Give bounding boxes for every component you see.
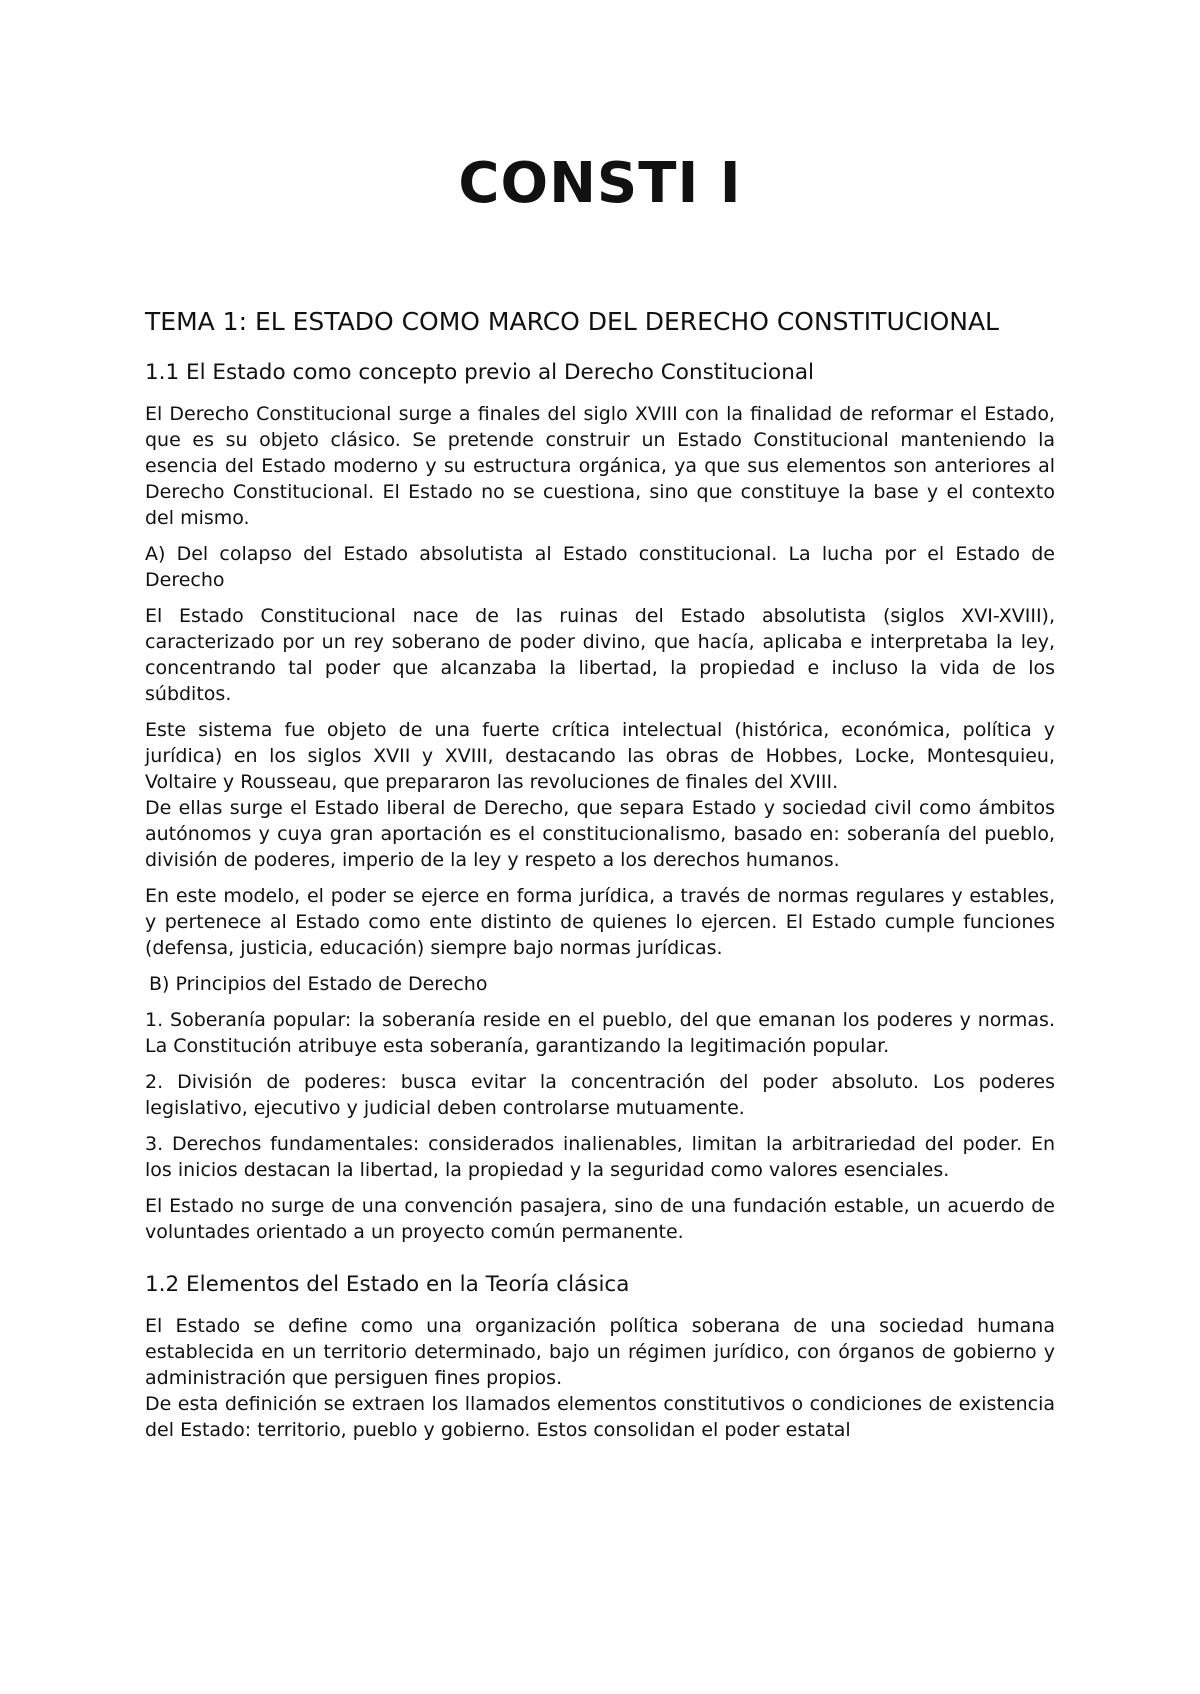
closing-paragraph: El Estado no surge de una convención pasajera, sino de una fundación estable, un acuerdo de voluntades orientado a un proyecto común permanente. xyxy=(145,1195,1055,1243)
subheading-b: B) Principios del Estado de Derecho xyxy=(149,973,488,995)
principle-2: 2. División de poderes: busca evitar la concentración del poder absoluto. Los poderes legislativo, ejecutivo y judicial deben controlarse mutuamente. xyxy=(145,1071,1055,1119)
section-1-2-heading: 1.2 Elementos del Estado en la Teoría clásica xyxy=(145,1272,630,1297)
section-1-2-paragraph-2: De esta definición se extraen los llamados elementos constitutivos o condiciones de existencia del Estado: territorio, pueblo y gobierno. Estos consolidan el poder estatal xyxy=(145,1393,1055,1441)
section-1-1-intro: El Derecho Constitucional surge a finales del siglo XVIII con la finalidad de reformar el Estado, que es su objeto clásico. Se pretende construir un Estado Constitucional manteniendo la esencia del Estado moderno y su estructura orgánica, ya que sus elementos son anteriores al Derecho Constitucional. El Estado no se cuestiona, sino que constituye la base y el contexto del mismo. xyxy=(145,403,1055,529)
section-1-1-heading: 1.1 El Estado como concepto previo al Derecho Constitucional xyxy=(145,360,814,385)
paragraph-a1: El Estado Constitucional nace de las ruinas del Estado absolutista (siglos XVI-XVIII), caracterizado por un rey soberano de poder divino, que hacía, aplicaba e interpretaba la ley, concentrando tal poder que alcanzaba la libertad, la propiedad e incluso la vida de los súbditos. xyxy=(145,605,1055,705)
paragraph-a2: Este sistema fue objeto de una fuerte crítica intelectual (histórica, económica, política y jurídica) en los siglos XVII y XVIII, destacando las obras de Hobbes, Locke, Montesquieu, Voltaire y Rousseau, que prepararon las revoluciones de finales del XVIII. xyxy=(145,719,1055,793)
tema-heading: TEMA 1: EL ESTADO COMO MARCO DEL DERECHO CONSTITUCIONAL xyxy=(145,307,999,336)
principle-1: 1. Soberanía popular: la soberanía reside en el pueblo, del que emanan los poderes y normas. La Constitución atribuye esta soberanía, garantizando la legitimación popular. xyxy=(145,1009,1055,1057)
section-1-2-paragraph-1: El Estado se define como una organización política soberana de una sociedad humana establecida en un territorio determinado, bajo un régimen jurídico, con órganos de gobierno y administración que persiguen fines propios. xyxy=(145,1315,1055,1389)
document-title: CONSTI I xyxy=(458,151,742,216)
principle-3: 3. Derechos fundamentales: considerados inalienables, limitan la arbitrariedad del poder. En los inicios destacan la libertad, la propiedad y la seguridad como valores esenciales. xyxy=(145,1133,1055,1181)
subheading-a: A) Del colapso del Estado absolutista al Estado constitucional. La lucha por el Estado de Derecho xyxy=(145,543,1055,591)
paragraph-a3: De ellas surge el Estado liberal de Derecho, que separa Estado y sociedad civil como ámbitos autónomos y cuya gran aportación es el constitucionalismo, basado en: soberanía del pueblo, división de poderes, imperio de la ley y respeto a los derechos humanos. xyxy=(145,797,1055,871)
paragraph-a4: En este modelo, el poder se ejerce en forma jurídica, a través de normas regulares y estables, y pertenece al Estado como ente distinto de quienes lo ejercen. El Estado cumple funciones (defensa, justicia, educación) siempre bajo normas jurídicas. xyxy=(145,885,1055,959)
